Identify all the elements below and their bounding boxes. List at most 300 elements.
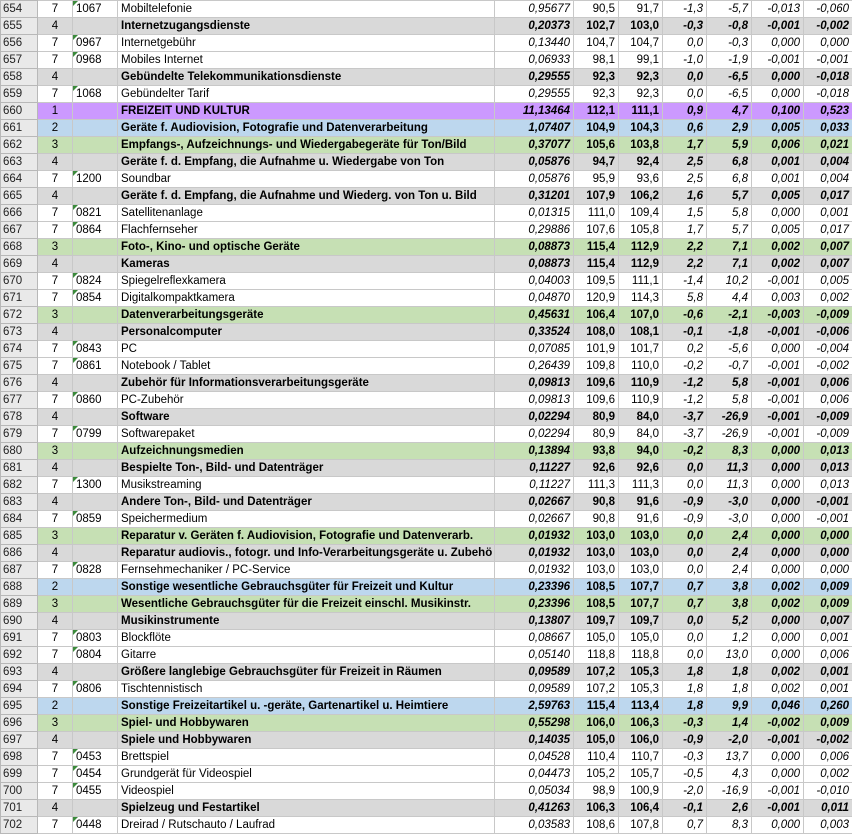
index-previous-cell[interactable]: 93,6 xyxy=(619,171,663,188)
code-cell[interactable]: 0864 xyxy=(73,222,118,239)
change-month-cell[interactable]: -0,5 xyxy=(663,766,707,783)
index-current-cell[interactable]: 105,0 xyxy=(574,630,619,647)
code-cell[interactable] xyxy=(73,698,118,715)
level-cell[interactable]: 4 xyxy=(38,460,73,477)
index-previous-cell[interactable]: 105,3 xyxy=(619,681,663,698)
index-current-cell[interactable]: 115,4 xyxy=(574,698,619,715)
change-month-cell[interactable]: 0,0 xyxy=(663,69,707,86)
weight-cell[interactable]: 0,13894 xyxy=(495,443,574,460)
index-previous-cell[interactable]: 84,0 xyxy=(619,426,663,443)
contribution-month-cell[interactable]: 0,000 xyxy=(752,443,804,460)
contribution-month-cell[interactable]: 0,000 xyxy=(752,630,804,647)
level-cell[interactable]: 4 xyxy=(38,69,73,86)
weight-cell[interactable]: 0,55298 xyxy=(495,715,574,732)
description-cell[interactable]: Personalcomputer xyxy=(118,324,495,341)
change-month-cell[interactable]: -0,6 xyxy=(663,307,707,324)
index-previous-cell[interactable]: 110,7 xyxy=(619,749,663,766)
contribution-month-cell[interactable]: 0,005 xyxy=(752,222,804,239)
index-current-cell[interactable]: 107,2 xyxy=(574,664,619,681)
weight-cell[interactable]: 0,01932 xyxy=(495,562,574,579)
change-month-cell[interactable]: -0,3 xyxy=(663,18,707,35)
contribution-year-cell[interactable]: 0,000 xyxy=(804,545,852,562)
row-number-cell[interactable]: 674 xyxy=(1,341,38,358)
code-cell[interactable]: 0859 xyxy=(73,511,118,528)
index-previous-cell[interactable]: 104,7 xyxy=(619,35,663,52)
weight-cell[interactable]: 0,23396 xyxy=(495,596,574,613)
code-cell[interactable]: 1300 xyxy=(73,477,118,494)
change-month-cell[interactable]: -1,2 xyxy=(663,392,707,409)
row-number-cell[interactable]: 682 xyxy=(1,477,38,494)
level-cell[interactable]: 7 xyxy=(38,681,73,698)
index-current-cell[interactable]: 93,8 xyxy=(574,443,619,460)
description-cell[interactable]: Geräte f. Audiovision, Fotografie und Datenverarbeitung xyxy=(118,120,495,137)
index-current-cell[interactable]: 107,9 xyxy=(574,188,619,205)
change-year-cell[interactable]: 4,4 xyxy=(707,290,752,307)
change-month-cell[interactable]: 1,6 xyxy=(663,188,707,205)
row-number-cell[interactable]: 677 xyxy=(1,392,38,409)
index-previous-cell[interactable]: 104,3 xyxy=(619,120,663,137)
change-year-cell[interactable]: -6,5 xyxy=(707,86,752,103)
change-month-cell[interactable]: -0,1 xyxy=(663,324,707,341)
index-previous-cell[interactable]: 110,9 xyxy=(619,375,663,392)
row-number-cell[interactable]: 683 xyxy=(1,494,38,511)
change-year-cell[interactable]: 5,9 xyxy=(707,137,752,154)
contribution-month-cell[interactable]: -0,001 xyxy=(752,358,804,375)
level-cell[interactable]: 7 xyxy=(38,35,73,52)
level-cell[interactable]: 4 xyxy=(38,732,73,749)
contribution-month-cell[interactable]: 0,000 xyxy=(752,528,804,545)
weight-cell[interactable]: 0,11227 xyxy=(495,460,574,477)
level-cell[interactable]: 3 xyxy=(38,137,73,154)
contribution-year-cell[interactable]: 0,007 xyxy=(804,239,852,256)
change-year-cell[interactable]: 7,1 xyxy=(707,256,752,273)
contribution-month-cell[interactable]: 0,003 xyxy=(752,290,804,307)
change-month-cell[interactable]: -0,9 xyxy=(663,494,707,511)
code-cell[interactable]: 0453 xyxy=(73,749,118,766)
index-previous-cell[interactable]: 111,1 xyxy=(619,273,663,290)
description-cell[interactable]: Notebook / Tablet xyxy=(118,358,495,375)
index-current-cell[interactable]: 98,1 xyxy=(574,52,619,69)
index-previous-cell[interactable]: 110,0 xyxy=(619,358,663,375)
level-cell[interactable]: 7 xyxy=(38,290,73,307)
level-cell[interactable]: 3 xyxy=(38,239,73,256)
row-number-cell[interactable]: 659 xyxy=(1,86,38,103)
change-year-cell[interactable]: 1,8 xyxy=(707,681,752,698)
code-cell[interactable] xyxy=(73,732,118,749)
description-cell[interactable]: Blockflöte xyxy=(118,630,495,647)
contribution-month-cell[interactable]: -0,001 xyxy=(752,732,804,749)
contribution-year-cell[interactable]: -0,060 xyxy=(804,1,852,18)
row-number-cell[interactable]: 657 xyxy=(1,52,38,69)
index-current-cell[interactable]: 92,3 xyxy=(574,86,619,103)
row-number-cell[interactable]: 694 xyxy=(1,681,38,698)
row-number-cell[interactable]: 665 xyxy=(1,188,38,205)
weight-cell[interactable]: 0,09589 xyxy=(495,681,574,698)
change-month-cell[interactable]: 1,5 xyxy=(663,205,707,222)
index-previous-cell[interactable]: 112,9 xyxy=(619,256,663,273)
weight-cell[interactable]: 0,13440 xyxy=(495,35,574,52)
weight-cell[interactable]: 0,95677 xyxy=(495,1,574,18)
change-month-cell[interactable]: -2,0 xyxy=(663,783,707,800)
description-cell[interactable]: Sonstige wesentliche Gebrauchsgüter für Freizeit und Kultur xyxy=(118,579,495,596)
contribution-year-cell[interactable]: 0,260 xyxy=(804,698,852,715)
level-cell[interactable]: 4 xyxy=(38,494,73,511)
weight-cell[interactable]: 0,01932 xyxy=(495,545,574,562)
index-current-cell[interactable]: 90,8 xyxy=(574,511,619,528)
description-cell[interactable]: Tischtennistisch xyxy=(118,681,495,698)
row-number-cell[interactable]: 671 xyxy=(1,290,38,307)
code-cell[interactable]: 0843 xyxy=(73,341,118,358)
change-month-cell[interactable]: 1,7 xyxy=(663,137,707,154)
change-month-cell[interactable]: -3,7 xyxy=(663,409,707,426)
description-cell[interactable]: Grundgerät für Videospiel xyxy=(118,766,495,783)
index-previous-cell[interactable]: 99,1 xyxy=(619,52,663,69)
contribution-month-cell[interactable]: 0,000 xyxy=(752,545,804,562)
code-cell[interactable] xyxy=(73,613,118,630)
row-number-cell[interactable]: 667 xyxy=(1,222,38,239)
code-cell[interactable] xyxy=(73,103,118,120)
level-cell[interactable]: 7 xyxy=(38,273,73,290)
row-number-cell[interactable]: 672 xyxy=(1,307,38,324)
change-year-cell[interactable]: 3,8 xyxy=(707,596,752,613)
change-month-cell[interactable]: -0,2 xyxy=(663,443,707,460)
contribution-month-cell[interactable]: 0,000 xyxy=(752,613,804,630)
contribution-year-cell[interactable]: 0,002 xyxy=(804,290,852,307)
contribution-month-cell[interactable]: 0,000 xyxy=(752,817,804,834)
change-month-cell[interactable]: 0,0 xyxy=(663,460,707,477)
contribution-year-cell[interactable]: 0,001 xyxy=(804,205,852,222)
change-year-cell[interactable]: 8,3 xyxy=(707,443,752,460)
index-current-cell[interactable]: 115,4 xyxy=(574,256,619,273)
code-cell[interactable] xyxy=(73,307,118,324)
index-previous-cell[interactable]: 92,6 xyxy=(619,460,663,477)
change-year-cell[interactable]: 4,3 xyxy=(707,766,752,783)
row-number-cell[interactable]: 700 xyxy=(1,783,38,800)
code-cell[interactable]: 0824 xyxy=(73,273,118,290)
row-number-cell[interactable]: 679 xyxy=(1,426,38,443)
change-year-cell[interactable]: -1,9 xyxy=(707,52,752,69)
change-month-cell[interactable]: 0,0 xyxy=(663,477,707,494)
contribution-month-cell[interactable]: 0,000 xyxy=(752,477,804,494)
contribution-year-cell[interactable]: 0,009 xyxy=(804,579,852,596)
change-month-cell[interactable]: 2,2 xyxy=(663,239,707,256)
index-previous-cell[interactable]: 91,6 xyxy=(619,494,663,511)
description-cell[interactable]: Spielzeug und Festartikel xyxy=(118,800,495,817)
level-cell[interactable]: 4 xyxy=(38,324,73,341)
row-number-cell[interactable]: 695 xyxy=(1,698,38,715)
contribution-year-cell[interactable]: -0,018 xyxy=(804,69,852,86)
contribution-month-cell[interactable]: 0,000 xyxy=(752,749,804,766)
code-cell[interactable]: 0967 xyxy=(73,35,118,52)
level-cell[interactable]: 3 xyxy=(38,443,73,460)
index-current-cell[interactable]: 109,6 xyxy=(574,375,619,392)
code-cell[interactable]: 0828 xyxy=(73,562,118,579)
contribution-year-cell[interactable]: -0,018 xyxy=(804,86,852,103)
description-cell[interactable]: Internetgebühr xyxy=(118,35,495,52)
contribution-year-cell[interactable]: 0,006 xyxy=(804,749,852,766)
row-number-cell[interactable]: 668 xyxy=(1,239,38,256)
description-cell[interactable]: Spiegelreflexkamera xyxy=(118,273,495,290)
level-cell[interactable]: 3 xyxy=(38,715,73,732)
index-current-cell[interactable]: 118,8 xyxy=(574,647,619,664)
contribution-month-cell[interactable]: -0,001 xyxy=(752,392,804,409)
contribution-year-cell[interactable]: 0,017 xyxy=(804,188,852,205)
weight-cell[interactable]: 0,05876 xyxy=(495,171,574,188)
level-cell[interactable]: 7 xyxy=(38,749,73,766)
contribution-month-cell[interactable]: 0,002 xyxy=(752,256,804,273)
change-year-cell[interactable]: -0,3 xyxy=(707,35,752,52)
description-cell[interactable]: Reparatur audiovis., fotogr. und Info-Verarbeitungsgeräte u. Zubehö xyxy=(118,545,495,562)
level-cell[interactable]: 2 xyxy=(38,120,73,137)
code-cell[interactable]: 0860 xyxy=(73,392,118,409)
contribution-month-cell[interactable]: 0,000 xyxy=(752,511,804,528)
code-cell[interactable] xyxy=(73,528,118,545)
index-previous-cell[interactable]: 84,0 xyxy=(619,409,663,426)
code-cell[interactable] xyxy=(73,596,118,613)
contribution-year-cell[interactable]: 0,004 xyxy=(804,154,852,171)
code-cell[interactable] xyxy=(73,69,118,86)
contribution-month-cell[interactable]: 0,005 xyxy=(752,120,804,137)
index-current-cell[interactable]: 80,9 xyxy=(574,409,619,426)
level-cell[interactable]: 1 xyxy=(38,103,73,120)
row-number-cell[interactable]: 670 xyxy=(1,273,38,290)
change-year-cell[interactable]: 5,2 xyxy=(707,613,752,630)
row-number-cell[interactable]: 654 xyxy=(1,1,38,18)
description-cell[interactable]: Kameras xyxy=(118,256,495,273)
contribution-year-cell[interactable]: 0,011 xyxy=(804,800,852,817)
change-year-cell[interactable]: 5,7 xyxy=(707,188,752,205)
index-current-cell[interactable]: 95,9 xyxy=(574,171,619,188)
level-cell[interactable]: 7 xyxy=(38,1,73,18)
contribution-year-cell[interactable]: 0,033 xyxy=(804,120,852,137)
level-cell[interactable]: 4 xyxy=(38,545,73,562)
contribution-month-cell[interactable]: -0,001 xyxy=(752,18,804,35)
index-current-cell[interactable]: 102,7 xyxy=(574,18,619,35)
index-previous-cell[interactable]: 92,4 xyxy=(619,154,663,171)
description-cell[interactable]: PC xyxy=(118,341,495,358)
description-cell[interactable]: FREIZEIT UND KULTUR xyxy=(118,103,495,120)
code-cell[interactable] xyxy=(73,154,118,171)
change-month-cell[interactable]: -1,4 xyxy=(663,273,707,290)
index-current-cell[interactable]: 103,0 xyxy=(574,562,619,579)
row-number-cell[interactable]: 691 xyxy=(1,630,38,647)
index-previous-cell[interactable]: 101,7 xyxy=(619,341,663,358)
contribution-month-cell[interactable]: -0,001 xyxy=(752,375,804,392)
row-number-cell[interactable]: 666 xyxy=(1,205,38,222)
code-cell[interactable] xyxy=(73,579,118,596)
index-current-cell[interactable]: 98,9 xyxy=(574,783,619,800)
contribution-year-cell[interactable]: -0,001 xyxy=(804,494,852,511)
contribution-month-cell[interactable]: -0,001 xyxy=(752,52,804,69)
row-number-cell[interactable]: 680 xyxy=(1,443,38,460)
level-cell[interactable]: 4 xyxy=(38,664,73,681)
level-cell[interactable]: 7 xyxy=(38,205,73,222)
change-month-cell[interactable]: 2,2 xyxy=(663,256,707,273)
index-previous-cell[interactable]: 94,0 xyxy=(619,443,663,460)
description-cell[interactable]: Sonstige Freizeitartikel u. -geräte, Gartenartikel u. Heimtiere xyxy=(118,698,495,715)
description-cell[interactable]: Bespielte Ton-, Bild- und Datenträger xyxy=(118,460,495,477)
change-year-cell[interactable]: -3,0 xyxy=(707,494,752,511)
index-current-cell[interactable]: 111,0 xyxy=(574,205,619,222)
code-cell[interactable] xyxy=(73,239,118,256)
contribution-month-cell[interactable]: 0,002 xyxy=(752,579,804,596)
level-cell[interactable]: 4 xyxy=(38,613,73,630)
contribution-year-cell[interactable]: 0,013 xyxy=(804,460,852,477)
description-cell[interactable]: Geräte f. d. Empfang, die Aufnahme und Wiederg. von Ton u. Bild xyxy=(118,188,495,205)
change-month-cell[interactable]: -1,2 xyxy=(663,375,707,392)
change-year-cell[interactable]: -26,9 xyxy=(707,409,752,426)
change-year-cell[interactable]: 2,4 xyxy=(707,562,752,579)
contribution-year-cell[interactable]: -0,001 xyxy=(804,511,852,528)
description-cell[interactable]: Internetzugangsdienste xyxy=(118,18,495,35)
description-cell[interactable]: Gitarre xyxy=(118,647,495,664)
index-previous-cell[interactable]: 103,0 xyxy=(619,528,663,545)
code-cell[interactable]: 0861 xyxy=(73,358,118,375)
level-cell[interactable]: 7 xyxy=(38,171,73,188)
weight-cell[interactable]: 0,01315 xyxy=(495,205,574,222)
index-current-cell[interactable]: 106,3 xyxy=(574,800,619,817)
code-cell[interactable]: 0804 xyxy=(73,647,118,664)
level-cell[interactable]: 7 xyxy=(38,562,73,579)
index-previous-cell[interactable]: 114,3 xyxy=(619,290,663,307)
index-current-cell[interactable]: 106,0 xyxy=(574,715,619,732)
contribution-year-cell[interactable]: -0,002 xyxy=(804,358,852,375)
index-current-cell[interactable]: 109,6 xyxy=(574,392,619,409)
weight-cell[interactable]: 0,13807 xyxy=(495,613,574,630)
index-current-cell[interactable]: 107,6 xyxy=(574,222,619,239)
code-cell[interactable]: 1067 xyxy=(73,1,118,18)
weight-cell[interactable]: 1,07407 xyxy=(495,120,574,137)
index-previous-cell[interactable]: 106,3 xyxy=(619,715,663,732)
weight-cell[interactable]: 0,04003 xyxy=(495,273,574,290)
level-cell[interactable]: 4 xyxy=(38,800,73,817)
contribution-month-cell[interactable]: -0,001 xyxy=(752,800,804,817)
contribution-month-cell[interactable]: -0,001 xyxy=(752,409,804,426)
change-year-cell[interactable]: 2,4 xyxy=(707,545,752,562)
weight-cell[interactable]: 0,20373 xyxy=(495,18,574,35)
weight-cell[interactable]: 0,45631 xyxy=(495,307,574,324)
contribution-month-cell[interactable]: 0,005 xyxy=(752,188,804,205)
description-cell[interactable]: PC-Zubehör xyxy=(118,392,495,409)
change-month-cell[interactable]: 2,5 xyxy=(663,154,707,171)
index-current-cell[interactable]: 103,0 xyxy=(574,545,619,562)
weight-cell[interactable]: 0,03583 xyxy=(495,817,574,834)
change-year-cell[interactable]: -0,8 xyxy=(707,18,752,35)
index-previous-cell[interactable]: 111,3 xyxy=(619,477,663,494)
contribution-year-cell[interactable]: 0,001 xyxy=(804,681,852,698)
level-cell[interactable]: 4 xyxy=(38,375,73,392)
change-year-cell[interactable]: -5,7 xyxy=(707,1,752,18)
description-cell[interactable]: Mobiles Internet xyxy=(118,52,495,69)
weight-cell[interactable]: 0,04870 xyxy=(495,290,574,307)
change-year-cell[interactable]: 5,7 xyxy=(707,222,752,239)
description-cell[interactable]: Musikstreaming xyxy=(118,477,495,494)
level-cell[interactable]: 7 xyxy=(38,477,73,494)
index-current-cell[interactable]: 101,9 xyxy=(574,341,619,358)
code-cell[interactable] xyxy=(73,715,118,732)
index-previous-cell[interactable]: 106,4 xyxy=(619,800,663,817)
contribution-year-cell[interactable]: 0,001 xyxy=(804,630,852,647)
change-year-cell[interactable]: -0,7 xyxy=(707,358,752,375)
code-cell[interactable] xyxy=(73,120,118,137)
contribution-year-cell[interactable]: -0,009 xyxy=(804,409,852,426)
weight-cell[interactable]: 0,06933 xyxy=(495,52,574,69)
description-cell[interactable]: Spiele und Hobbywaren xyxy=(118,732,495,749)
level-cell[interactable]: 7 xyxy=(38,817,73,834)
contribution-month-cell[interactable]: 0,000 xyxy=(752,460,804,477)
contribution-year-cell[interactable]: 0,002 xyxy=(804,766,852,783)
change-month-cell[interactable]: 0,6 xyxy=(663,120,707,137)
contribution-year-cell[interactable]: 0,006 xyxy=(804,647,852,664)
code-cell[interactable]: 0454 xyxy=(73,766,118,783)
change-year-cell[interactable]: 1,8 xyxy=(707,664,752,681)
change-month-cell[interactable]: -1,0 xyxy=(663,52,707,69)
index-current-cell[interactable]: 108,6 xyxy=(574,817,619,834)
row-number-cell[interactable]: 698 xyxy=(1,749,38,766)
description-cell[interactable]: Gebündelter Tarif xyxy=(118,86,495,103)
row-number-cell[interactable]: 675 xyxy=(1,358,38,375)
index-previous-cell[interactable]: 106,2 xyxy=(619,188,663,205)
contribution-month-cell[interactable]: 0,000 xyxy=(752,562,804,579)
code-cell[interactable] xyxy=(73,494,118,511)
weight-cell[interactable]: 0,09813 xyxy=(495,392,574,409)
row-number-cell[interactable]: 699 xyxy=(1,766,38,783)
contribution-month-cell[interactable]: 0,002 xyxy=(752,664,804,681)
row-number-cell[interactable]: 676 xyxy=(1,375,38,392)
index-current-cell[interactable]: 105,2 xyxy=(574,766,619,783)
contribution-month-cell[interactable]: -0,001 xyxy=(752,783,804,800)
code-cell[interactable] xyxy=(73,256,118,273)
change-year-cell[interactable]: 2,6 xyxy=(707,800,752,817)
code-cell[interactable]: 0806 xyxy=(73,681,118,698)
index-previous-cell[interactable]: 100,9 xyxy=(619,783,663,800)
weight-cell[interactable]: 0,31201 xyxy=(495,188,574,205)
contribution-year-cell[interactable]: 0,007 xyxy=(804,613,852,630)
level-cell[interactable]: 7 xyxy=(38,766,73,783)
index-current-cell[interactable]: 110,4 xyxy=(574,749,619,766)
index-current-cell[interactable]: 115,4 xyxy=(574,239,619,256)
description-cell[interactable]: Musikinstrumente xyxy=(118,613,495,630)
change-month-cell[interactable]: -0,3 xyxy=(663,715,707,732)
index-previous-cell[interactable]: 110,9 xyxy=(619,392,663,409)
contribution-year-cell[interactable]: -0,001 xyxy=(804,52,852,69)
change-year-cell[interactable]: 6,8 xyxy=(707,171,752,188)
code-cell[interactable]: 1068 xyxy=(73,86,118,103)
code-cell[interactable]: 0968 xyxy=(73,52,118,69)
code-cell[interactable] xyxy=(73,664,118,681)
index-current-cell[interactable]: 80,9 xyxy=(574,426,619,443)
code-cell[interactable]: 0799 xyxy=(73,426,118,443)
description-cell[interactable]: Spiel- und Hobbywaren xyxy=(118,715,495,732)
change-year-cell[interactable]: 5,8 xyxy=(707,205,752,222)
weight-cell[interactable]: 11,13464 xyxy=(495,103,574,120)
weight-cell[interactable]: 0,02294 xyxy=(495,426,574,443)
level-cell[interactable]: 4 xyxy=(38,188,73,205)
weight-cell[interactable]: 0,02667 xyxy=(495,511,574,528)
contribution-month-cell[interactable]: 0,000 xyxy=(752,35,804,52)
weight-cell[interactable]: 0,14035 xyxy=(495,732,574,749)
row-number-cell[interactable]: 663 xyxy=(1,154,38,171)
contribution-month-cell[interactable]: 0,000 xyxy=(752,205,804,222)
index-previous-cell[interactable]: 92,3 xyxy=(619,69,663,86)
change-year-cell[interactable]: 11,3 xyxy=(707,460,752,477)
contribution-month-cell[interactable]: -0,001 xyxy=(752,426,804,443)
change-year-cell[interactable]: 5,8 xyxy=(707,375,752,392)
contribution-month-cell[interactable]: 0,000 xyxy=(752,647,804,664)
index-previous-cell[interactable]: 106,0 xyxy=(619,732,663,749)
code-cell[interactable] xyxy=(73,545,118,562)
index-previous-cell[interactable]: 107,0 xyxy=(619,307,663,324)
